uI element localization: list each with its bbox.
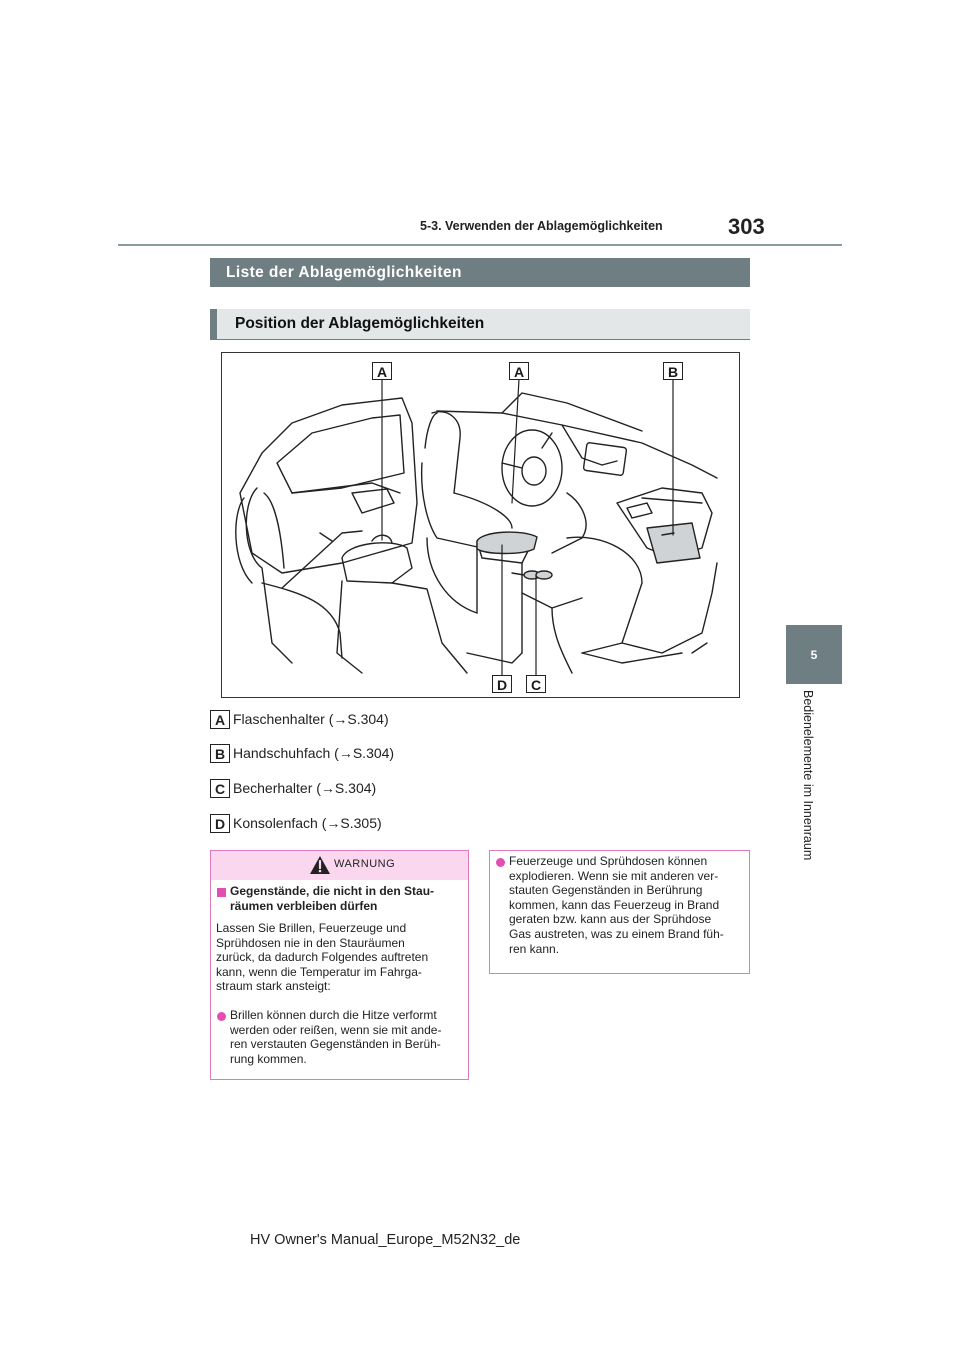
warning-bullet-2 — [509, 854, 724, 956]
callout-a-left: A — [372, 362, 392, 380]
callout-c: C — [526, 675, 546, 693]
legend-letter: D — [210, 814, 230, 833]
callout-a-right: A — [509, 362, 529, 380]
warning-triangle-icon — [309, 855, 331, 875]
page-number: 303 — [728, 214, 765, 239]
chapter-tab[interactable] — [786, 625, 842, 684]
section-title: 5-3. Verwenden der Ablagemöglichkeiten — [420, 219, 663, 233]
warning-subtitle — [230, 884, 434, 913]
warning-bullet-1 — [230, 1008, 441, 1066]
round-bullet-icon — [217, 1012, 226, 1021]
footer-text: HV Owner's Manual_Europe_M52N32_de — [250, 1232, 521, 1248]
warning-line: geraten bzw. kann aus der Sprühdose — [509, 912, 712, 927]
legend-text[interactable]: Konsolenfach (→S.305) — [233, 815, 382, 831]
warning-line: kommen, kann das Feuerzeug in Brand — [509, 897, 720, 912]
warning-paragraph — [216, 921, 428, 994]
legend-letter: B — [210, 744, 230, 763]
warning-line: rung kommen. — [230, 1051, 307, 1066]
warning-line: Lassen Sie Brillen, Feuerzeuge und — [216, 921, 407, 935]
warning-box-continued — [489, 850, 750, 974]
warning-line: explodieren. Wenn sie mit anderen ver- — [509, 868, 719, 883]
warning-subtitle-line: räumen verbleiben dürfen — [230, 898, 378, 913]
chapter-label — [770, 690, 860, 890]
warning-line: Gas austreten, was zu einem Brand füh- — [509, 926, 724, 941]
main-heading: Liste der Ablagemöglichkeiten — [210, 258, 750, 287]
sub-heading-rule — [210, 339, 750, 340]
chapter-number: 5 — [810, 647, 818, 662]
warning-line: ren kann. — [509, 941, 560, 956]
header-divider — [118, 244, 842, 246]
chapter-label-text: Bedienelemente im Innenraum — [801, 690, 815, 861]
warning-line: ren verstauten Gegenständen in Berüh- — [230, 1037, 441, 1052]
warning-header — [211, 851, 468, 880]
legend-text[interactable]: Becherhalter (→S.304) — [233, 780, 377, 796]
interior-illustration — [221, 352, 740, 698]
legend-letter: A — [210, 710, 230, 729]
warning-line: kann, wenn die Temperatur im Fahrga- — [216, 964, 422, 979]
legend-letter: C — [210, 779, 230, 798]
warning-line: straum stark ansteigt: — [216, 979, 331, 994]
warning-line: Brillen können durch die Hitze verformt — [230, 1008, 437, 1022]
warning-subtitle-line: Gegenstände, die nicht in den Stau- — [230, 884, 435, 898]
round-bullet-icon — [496, 858, 505, 867]
legend-text[interactable]: Flaschenhalter (→S.304) — [233, 711, 389, 727]
callout-d: D — [492, 675, 512, 693]
warning-box — [210, 850, 469, 1080]
warning-title: WARNUNG — [334, 858, 396, 870]
car-interior-drawing — [222, 353, 739, 697]
legend-text[interactable]: Handschuhfach (→S.304) — [233, 745, 395, 761]
warning-line: Sprühdosen nie in den Stauräumen — [216, 935, 405, 950]
sub-heading: Position der Ablagemöglichkeiten — [210, 309, 750, 339]
warning-line: stauten Gegenständen in Berührung — [509, 883, 703, 898]
warning-line: werden oder reißen, wenn sie mit ande- — [230, 1022, 442, 1037]
callout-b: B — [663, 362, 683, 380]
square-bullet-icon — [217, 888, 226, 897]
warning-line: Feuerzeuge und Sprühdosen können — [509, 854, 708, 868]
warning-line: zurück, da dadurch Folgendes auftreten — [216, 950, 429, 965]
